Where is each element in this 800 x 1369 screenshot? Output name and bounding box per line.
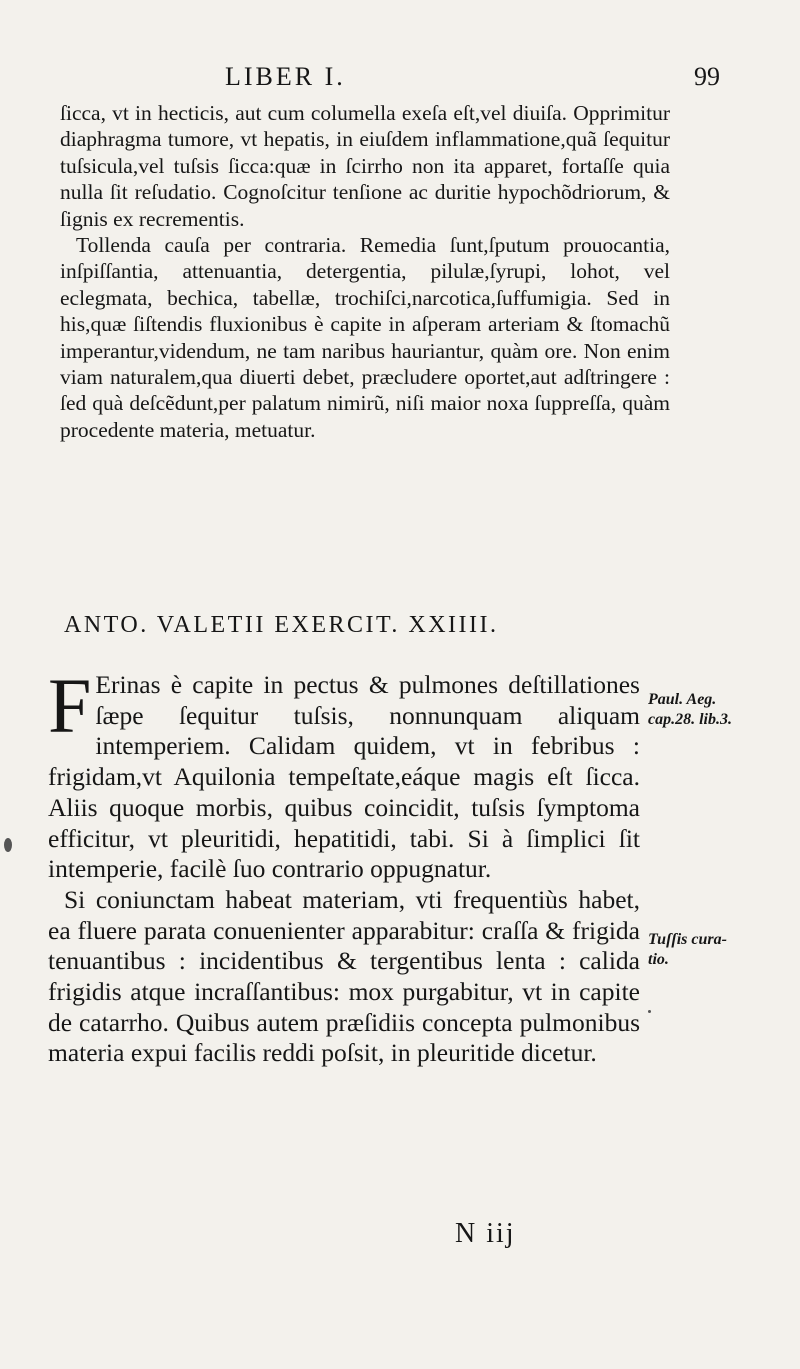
running-title: LIBER I. — [225, 62, 346, 91]
paragraph-2: Tollenda cauſa per contraria. Remedia ſunt,ſputum prouocantia, inſpiſſantia, attenuantia, detergentia, pilulæ,ſyrupi, lohot, vel eclegmata, bechica, tabellæ, trochiſci,narcotica,ſuffumigia. Sed in his,quæ ſiſtendis fluxionibus è capite in aſperam arteriam & ſtomachũ imperantur,videndum, ne tam naribus hauriantur, quàm ore. Non enim viam naturalem,qua diuerti debet, præcludere oportet,aut adſtringere : ſed quà deſcẽdunt,per palatum nimirũ, niſi maior noxa ſuppreſſa, quàm procedente materia, metuatur. — [60, 233, 670, 442]
catchword: N iij — [455, 1218, 516, 1249]
margin-note-line: Paul. Aeg. — [648, 691, 717, 708]
margin-note-line: cap.28. lib.3. — [648, 711, 732, 728]
drop-cap-initial: F — [48, 662, 92, 749]
margin-note-line: tio. — [648, 951, 669, 968]
running-header — [60, 62, 720, 96]
margin-note-citation — [648, 690, 732, 730]
paragraph-3-text: Erinas è capite in pectus & pulmones deſtillationes ſæpe ſequitur tuſsis, nonnunquam aliquam intemperiem. Calidam quidem, vt in febribus : frigidam,vt Aquilonia tempeſtate,eáque magis eſt ſicca. Aliis quoque morbis, quibus coincidit, tuſsis ſymptoma efficitur, vt pleuritidi, hepatitidi, tabi. Si à ſimplici ſit intemperie, facilè ſuo contrario oppugnatur. — [48, 670, 640, 884]
paper-speck — [4, 838, 12, 852]
paper-speck — [648, 1010, 651, 1013]
section-heading: ANTO. VALETII EXERCIT. XXIIII. — [64, 612, 499, 638]
paragraph-4: Si coniunctam habeat materiam, vti frequentiùs habet, ea fluere parata conuenienter apparabitur: craſſa & frigida tenuantibus : incidentibus & tergentibus lenta : calida frigidis atque incraſſantibus: mox purgabitur, vt in capite de catarrho. Quibus autem præſidiis concepta pulmonibus materia expui facilis reddi poſsit, in pleuritide dicetur. — [48, 884, 640, 1068]
page-number: 99 — [694, 62, 720, 91]
text-block-1 — [60, 100, 670, 443]
margin-note-line: Tuſſis cura- — [648, 931, 727, 948]
margin-note-topic — [648, 930, 727, 970]
paragraph-1: ſicca, vt in hecticis, aut cum columella exeſa eſt,vel diuiſa. Opprimitur diaphragma tumore, vt hepatis, in eiuſdem inflammatione,quã ſequitur tuſsicula,vel tuſsis ſicca:quæ in ſcirrho non ita apparet, fortaſſe quia nulla ſit reſudatio. Cognoſcitur tenſione ac duritie hypochõdriorum, & ſignis ex recrementis. — [60, 101, 670, 231]
text-block-2 — [48, 662, 640, 1069]
paragraph-3 — [48, 662, 640, 885]
